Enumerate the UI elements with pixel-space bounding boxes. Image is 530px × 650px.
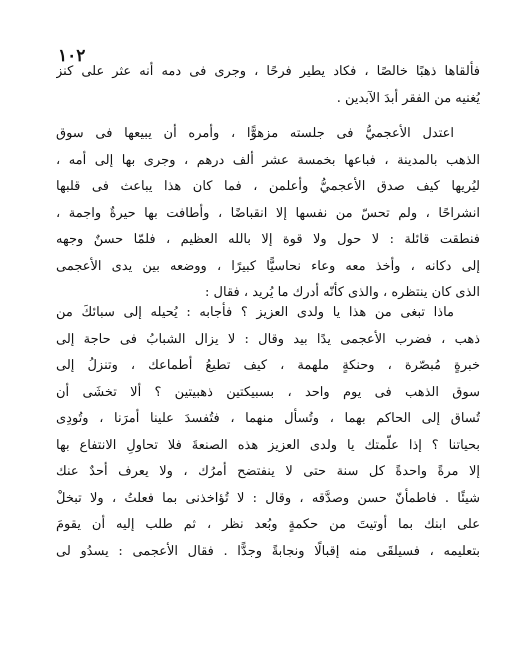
paragraph-2 [56, 121, 480, 307]
text-line: اعتدل الأعجميُّ فى جلسته مزهوًّا ، وأمره أن يبيعها فى سوق [56, 126, 454, 141]
text-line: ليُريها كيف صدق الأعجميُّ وأعلمن ، فما كان هذا يباعث فى قلبها [56, 179, 480, 194]
text-line: إلى دكانه ، وأخذ معه وعاء نحاسيًّا كبيرًا ، ووضعه بين يدى الأعجمى [56, 258, 480, 274]
text-line: سوق الذهب فى يوم واحد ، بسبيكتين ذهبيتين ؟ ألا تخشَى أن [56, 384, 480, 400]
page-number: ١٠٢ [58, 46, 86, 66]
paragraph-3 [56, 300, 480, 565]
text-line: فألقاها ذهبًا خالصًا ، فكاد يطير فرحًا ، وجرى فى دمه أنه عثر على كنز [56, 64, 480, 79]
text-line: إلا مرةً واحدةً كل سنة حتى لا ينفتضح أمرُك ، ولا يعرف أحدٌ عنك [56, 464, 480, 479]
text-line: على ابنك بما أوتيتَ من حكمةٍ وبُعد نظر ، ثم طلب إليه أن يقومَ [56, 517, 480, 532]
text-line: خبرةٍ مُبصّرة ، وحنكةٍ ملهمة ، كيف تطيعُ أطماعك ، وتنزلُ إلى [56, 358, 480, 373]
text-line: فنطقت قائلة : لا حول ولا قوة إلا بالله العظيم ، فلمّا حسنٌ وجهه [56, 232, 480, 247]
text-line: ماذا تبغى من هذا يا ولدى العزيز ؟ فأجابه : يُحيله إلى سبائكَ من [56, 305, 454, 320]
text-line: انشراحًا ، ولم تحسّ من نفسها إلا انقباضًا ، وأطافت بها حيرةٌ واجمة ، [56, 205, 480, 221]
text-line: بتعليمه ، فسيلقَى منه إقبالًا ونجابةً وجدًّا . فقال الأعجمى : يسدُو لى [56, 543, 480, 559]
paragraph-1 [56, 59, 480, 112]
text-line: يُغنيه من الفقر أبدَ الآبدين . [336, 90, 480, 106]
text-line: بحياتنا ؟ إذا علّمتك يا ولدى العزيز هذه الصنعةَ فلا تحاولِ الانتفاع بها [56, 437, 480, 453]
text-line: ذهب ، فضرب الأعجمى يدًا بيد وقال : لا يزال الشبابُ فى حاجة إلى [56, 331, 480, 347]
text-line: الذى كان ينتظره ، والذى كأنّه أدرك ما يُريد ، فقال : [205, 285, 480, 300]
text-line: شيئًا . فاطمأنّ حسن وصدَّقه ، وقال : لا تُؤاخذنى بما فعلتُ ، ولا تبخلْ [56, 490, 480, 506]
text-line: تُساق إلى الحاكم بهما ، وتُسأل منهما ، فتُفسدَ علينا أمرَنا ، وتُودِى [56, 411, 480, 426]
text-line: الذهب بالمدينة ، فباعها بخمسة عشر ألف درهم ، وجرى بها إلى أمه ، [56, 152, 480, 168]
